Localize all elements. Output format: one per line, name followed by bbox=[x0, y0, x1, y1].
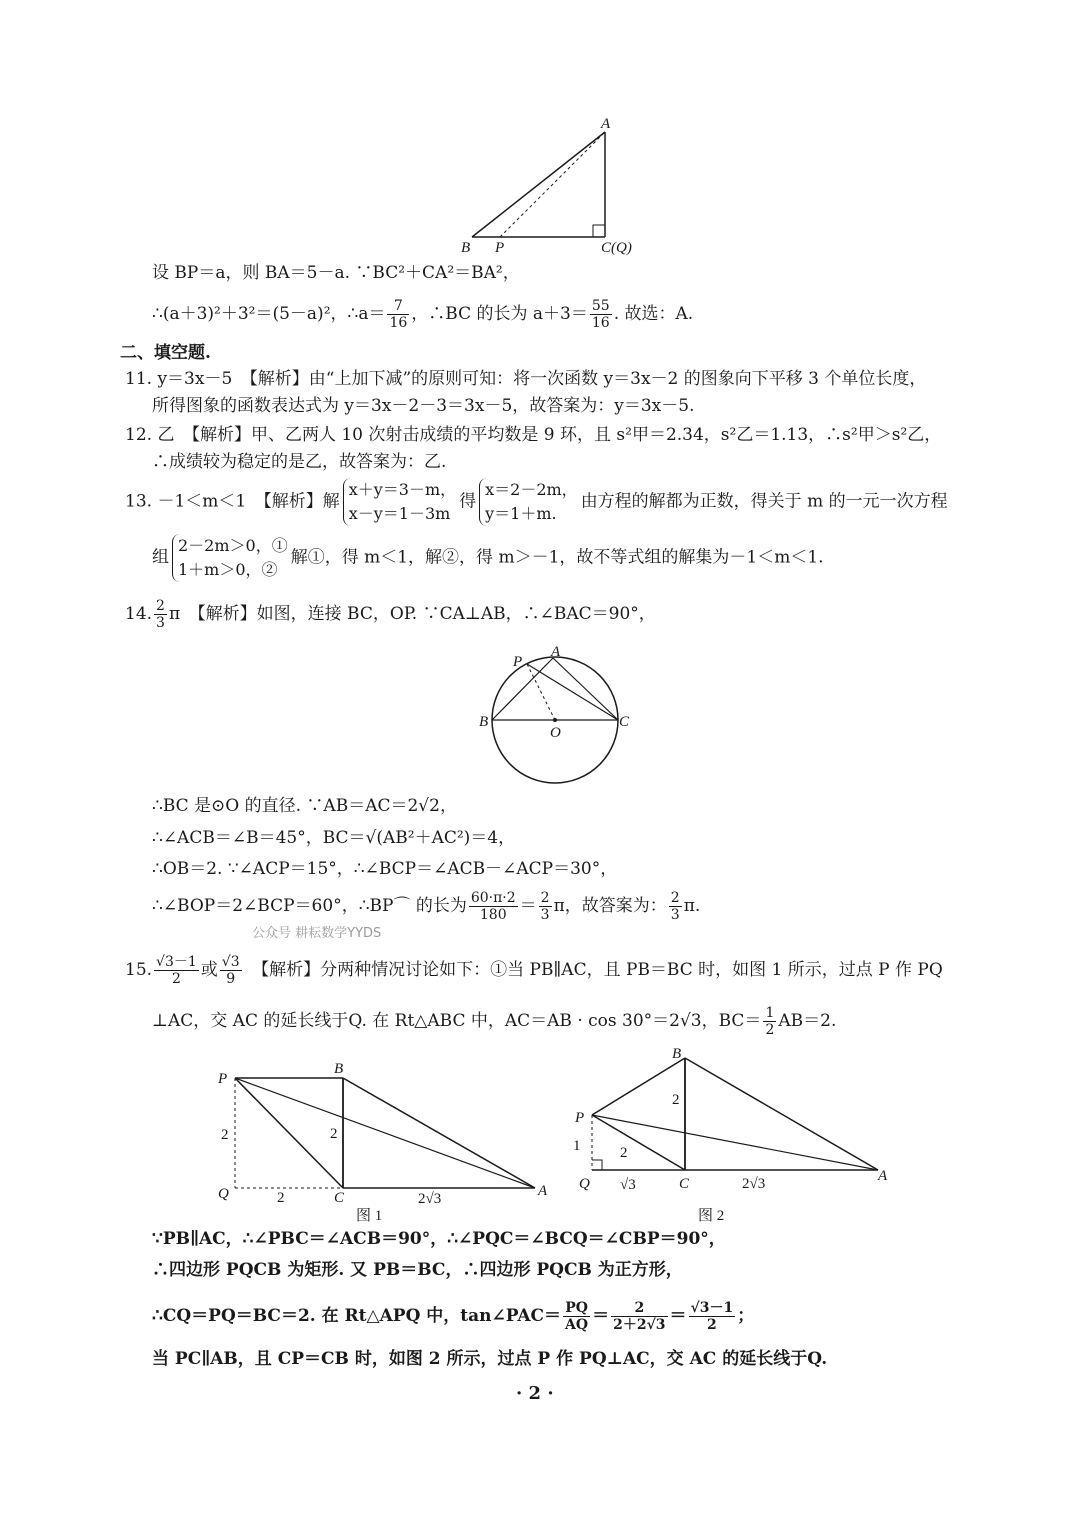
semicolon: ； bbox=[737, 1306, 755, 1326]
fraction-7-16 bbox=[387, 298, 409, 331]
label-b: B bbox=[479, 714, 489, 730]
label-p: P bbox=[218, 1071, 228, 1087]
segment-pa bbox=[235, 1078, 535, 1188]
frac-den: 2 bbox=[765, 1022, 775, 1038]
frac-den: 9 bbox=[226, 971, 236, 987]
q15-line3: ∵PB∥AC，∴∠PBC＝∠ACB＝90°，∴∠PQC＝∠BCQ＝∠CBP＝90°， bbox=[152, 1229, 726, 1249]
q13-line1 bbox=[125, 478, 948, 526]
q15-line4: ∴四边形 PQCB 为矩形. 又 PB＝BC，∴四边形 PQCB 为正方形， bbox=[152, 1260, 683, 1280]
frac-den: 3 bbox=[156, 615, 165, 631]
q11-line1: 11. y＝3x－5 【解析】由“上加下减”的原则可知：将一次函数 y＝3x－2 的图象向下平移 3 个单位长度， bbox=[125, 369, 927, 389]
length-qc: 2 bbox=[277, 1190, 285, 1206]
q15-line1 bbox=[125, 954, 943, 987]
label-q: Q bbox=[218, 1186, 229, 1202]
length-pq: 1 bbox=[573, 1138, 581, 1154]
equals: ＝ bbox=[669, 1306, 687, 1326]
label-p: P bbox=[495, 240, 505, 256]
q14-line5-b: π，故答案为： bbox=[553, 896, 667, 916]
watermark: 公众号 耕耘数学YYDS bbox=[252, 926, 382, 941]
fraction-result bbox=[689, 1300, 736, 1333]
q12-line2: ∴成绩较为稳定的是乙，故答案为：乙. bbox=[152, 452, 447, 472]
q10-line2-c: . 故选：A. bbox=[613, 304, 694, 324]
frac-den: 3 bbox=[540, 907, 550, 923]
q14-number: 14. bbox=[125, 604, 153, 624]
length-ca: 2√3 bbox=[418, 1191, 442, 1207]
fraction-2-3 bbox=[154, 598, 167, 631]
segment-ba bbox=[343, 1078, 535, 1188]
q13-prefix2: 组 bbox=[152, 547, 169, 568]
frac-num: 2 bbox=[540, 890, 550, 906]
figure-1 bbox=[210, 1055, 555, 1230]
q13-mid: 得 bbox=[459, 491, 477, 512]
label-c: C bbox=[334, 1190, 345, 1206]
side-ba bbox=[472, 132, 605, 237]
frac-num: 2 bbox=[156, 598, 165, 614]
fraction-pq-aq bbox=[563, 1300, 590, 1333]
q14-line5-a: ∴∠BOP＝2∠BCP＝60°，∴BP⌒ 的长为 bbox=[152, 896, 467, 916]
fraction-55-16 bbox=[590, 298, 612, 331]
length-ca: 2√3 bbox=[742, 1176, 766, 1192]
fraction-arc bbox=[469, 890, 518, 923]
q15-line5 bbox=[152, 1300, 754, 1333]
q10-line1: 设 BP＝a，则 BA＝5－a. ∵BC²＋CA²＝BA²， bbox=[152, 263, 520, 283]
label-p: P bbox=[575, 1110, 585, 1126]
q14-rest: 【解析】如图，连接 BC，OP. ∵CA⊥AB，∴∠BAC＝90°， bbox=[197, 604, 656, 624]
label-o: O bbox=[550, 725, 561, 741]
equation-system-2 bbox=[479, 478, 578, 526]
length-bc: 2 bbox=[330, 1126, 338, 1142]
frac-num: 2 bbox=[670, 890, 680, 906]
frac-num: 1 bbox=[765, 1005, 775, 1021]
ineq-row: 2－2m＞0，① bbox=[178, 536, 288, 555]
q10-line2 bbox=[152, 298, 693, 331]
q15-line5-a: ∴CQ＝PQ＝BC＝2. 在 Rt△APQ 中，tan∠PAC＝ bbox=[152, 1306, 562, 1326]
q13-post: 由方程的解都为正数，得关于 m 的一元一次方程 bbox=[580, 491, 948, 512]
eq-row: x＋y＝3－m， bbox=[348, 480, 457, 499]
right-angle-mark bbox=[593, 225, 605, 237]
frac-num: PQ bbox=[563, 1300, 590, 1317]
q14-line4: ∴OB＝2. ∵∠ACP＝15°，∴∠BCP＝∠ACB－∠ACP＝30°， bbox=[152, 859, 618, 879]
length-pc: 2 bbox=[620, 1145, 628, 1161]
segment-pa bbox=[592, 1115, 878, 1170]
label-a: A bbox=[551, 644, 561, 660]
q15-line6: 当 PC∥AB，且 CP＝CB 时，如图 2 所示，过点 P 作 PQ⊥AC，交 AC 的延长线于Q. bbox=[152, 1349, 828, 1369]
frac-den: 16 bbox=[591, 315, 610, 331]
segment-pa bbox=[500, 132, 605, 237]
frac-num: 55 bbox=[591, 298, 610, 314]
q10-line2-b: ，∴BC 的长为 a＋3＝ bbox=[411, 304, 588, 324]
frac-num: √3－1 bbox=[156, 954, 197, 970]
right-angle-mark bbox=[592, 1160, 602, 1170]
q13-line2 bbox=[152, 534, 824, 582]
q14-line5-c: π. bbox=[683, 896, 701, 916]
q15-line2-a: ⊥AC，交 AC 的延长线于Q. 在 Rt△ABC 中，AC＝AB · cos 30°＝2√3，BC＝ bbox=[152, 1011, 762, 1031]
q13-prefix: 13. －1＜m＜1 【解析】解 bbox=[125, 491, 340, 512]
frac-den: 2 bbox=[707, 1317, 717, 1333]
label-a: A bbox=[538, 1183, 548, 1199]
figure-2 bbox=[568, 1040, 898, 1228]
equation-system-1 bbox=[343, 478, 456, 526]
q14-line2: ∴BC 是⊙O 的直径. ∵AB＝AC＝2√2， bbox=[152, 796, 457, 816]
length-bc: 2 bbox=[672, 1092, 680, 1108]
eq-row: y＝1＋m. bbox=[485, 504, 557, 523]
eq-row: x＝2－2m， bbox=[485, 480, 578, 499]
frac-den: 3 bbox=[670, 907, 680, 923]
length-qc: √3 bbox=[620, 1177, 636, 1193]
fraction-2-3 bbox=[539, 890, 552, 923]
q15-number: 15. bbox=[125, 960, 153, 980]
frac-num: 2 bbox=[611, 1300, 667, 1317]
label-c: C bbox=[679, 1176, 690, 1192]
segment-ba bbox=[492, 658, 553, 720]
center-dot bbox=[553, 718, 557, 722]
q15-line2-b: AB＝2. bbox=[778, 1011, 837, 1031]
label-q: Q bbox=[579, 1176, 590, 1192]
q15-line2 bbox=[152, 1005, 836, 1038]
segment-pc bbox=[235, 1078, 343, 1188]
label-p: P bbox=[513, 654, 523, 670]
q14-line5 bbox=[152, 890, 700, 923]
page-number: · 2 · bbox=[516, 1383, 554, 1404]
segment-ac bbox=[553, 658, 618, 720]
q13-post2: 解①，得 m＜1，解②，得 m＞－1，故不等式组的解集为－1＜m＜1. bbox=[290, 547, 824, 568]
frac-den: AQ bbox=[565, 1317, 589, 1333]
label-cq: C(Q) bbox=[601, 240, 632, 256]
fraction-answer-b bbox=[220, 954, 242, 987]
q10-line2-a: ∴(a＋3)²＋3²＝(5－a)²，∴a＝ bbox=[152, 304, 386, 324]
label-a: A bbox=[601, 116, 611, 132]
section-title: 二、填空题. bbox=[120, 343, 211, 363]
fraction-2-over bbox=[611, 1300, 667, 1333]
label-a: A bbox=[878, 1168, 888, 1184]
frac-den: 16 bbox=[389, 315, 408, 331]
label-b: B bbox=[461, 240, 471, 256]
q12-line1: 12. 乙 【解析】甲、乙两人 10 次射击成绩的平均数是 9 环，且 s²甲＝2.34，s²乙＝1.13，∴s²甲＞s²乙， bbox=[125, 425, 942, 445]
figure-right-triangle bbox=[455, 112, 655, 257]
segment-pc bbox=[592, 1115, 685, 1170]
length-pq: 2 bbox=[221, 1127, 229, 1143]
frac-den: 2＋2√3 bbox=[613, 1317, 666, 1333]
frac-num: 7 bbox=[387, 298, 409, 315]
q14-line1 bbox=[125, 598, 656, 631]
caption-fig2: 图 2 bbox=[698, 1208, 725, 1224]
equals: ＝ bbox=[592, 1306, 610, 1326]
frac-num: √3 bbox=[221, 954, 240, 970]
frac-den: 180 bbox=[479, 907, 507, 923]
frac-num: 60·π·2 bbox=[470, 890, 516, 906]
inequality-system bbox=[172, 534, 288, 582]
q14-line3: ∴∠ACB＝∠B＝45°，BC＝√(AB²＋AC²)＝4， bbox=[152, 828, 516, 848]
ineq-row: 1＋m＞0，② bbox=[178, 560, 278, 579]
equals: ＝ bbox=[519, 896, 537, 916]
frac-num: √3－1 bbox=[690, 1300, 734, 1316]
frac-den: 2 bbox=[171, 971, 181, 987]
pi-symbol: π bbox=[168, 604, 181, 624]
fraction-2-3-answer bbox=[669, 890, 682, 923]
figure-circle bbox=[475, 642, 635, 787]
segment-ba bbox=[685, 1058, 878, 1170]
q15-rest: 【解析】分两种情况讨论如下：①当 PB∥AC，且 PB＝BC 时，如图 1 所示，过点 P 作 PQ bbox=[260, 960, 943, 980]
eq-row: x－y＝1－3m bbox=[348, 504, 451, 523]
q11-line2: 所得图象的函数表达式为 y＝3x－2－3＝3x－5，故答案为：y＝3x－5. bbox=[152, 396, 695, 416]
label-c: C bbox=[619, 714, 630, 730]
fraction-answer-a bbox=[154, 954, 199, 987]
caption-fig1: 图 1 bbox=[356, 1208, 383, 1224]
label-b: B bbox=[672, 1046, 682, 1062]
or-word: 或 bbox=[200, 960, 218, 980]
fraction-1-2 bbox=[763, 1005, 776, 1038]
label-b: B bbox=[334, 1061, 344, 1077]
